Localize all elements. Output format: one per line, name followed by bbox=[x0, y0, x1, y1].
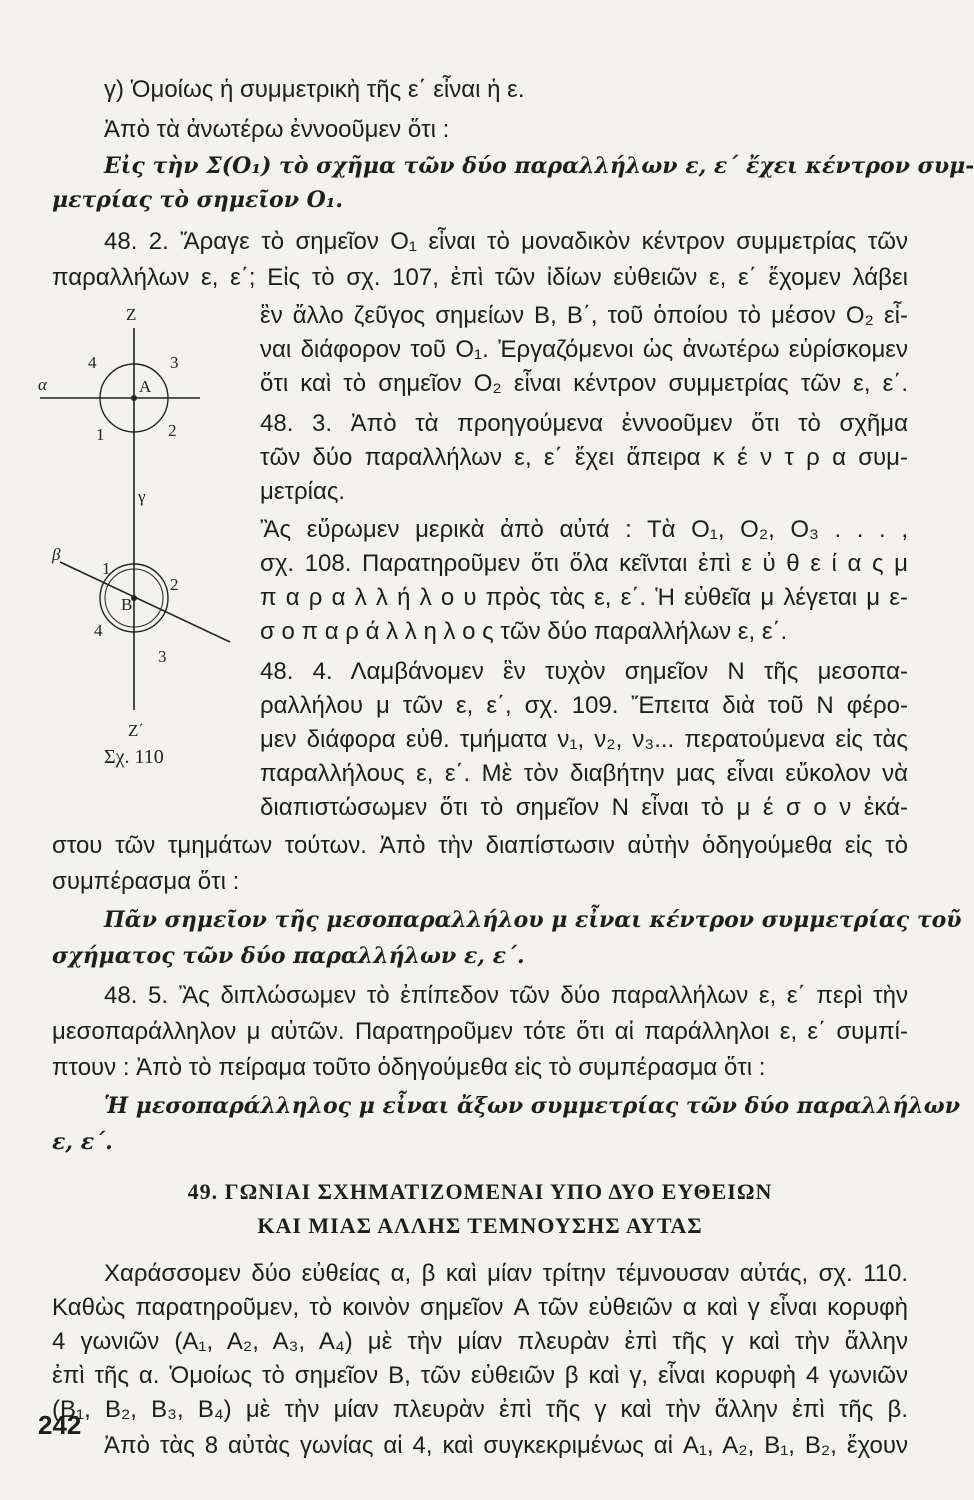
label-z-bottom: Z΄ bbox=[128, 721, 145, 740]
text-line: σχ. 108. Παρατηροῦμεν ὅτι ὅλα κεῖνται ἐπὶ ε ὐ θ ε ί α ς μ bbox=[260, 550, 908, 577]
label-a1: 1 bbox=[96, 425, 105, 444]
label-a2: 2 bbox=[168, 421, 177, 440]
text-line: Χαράσσομεν δύο εὐθείας α, β καὶ μίαν τρίτην τέμνουσαν αὐτάς, σχ. 110. bbox=[104, 1260, 908, 1287]
text-line: πτουν : Ἀπὸ τὸ πείραμα τοῦτο ὁδηγούμεθα εἰς τὸ συμπέρασμα ὅτι : bbox=[52, 1054, 766, 1081]
text-line: ραλλήλου μ τῶν ε, ε΄, σχ. 109. Ἔπειτα διὰ τοῦ N φέρο- bbox=[260, 692, 908, 719]
text-line: Ἀπὸ τὰ ἀνωτέρω ἐννοοῦμεν ὅτι : bbox=[104, 116, 450, 143]
text-line: Καθὼς παρατηροῦμεν, τὸ κοινὸν σημεῖον A τῶν εὐθειῶν α καὶ γ εἶναι κορυφὴ bbox=[52, 1294, 908, 1321]
text-line: ναι διάφορον τοῦ O₁. Ἐργαζόμενοι ὡς ἀνωτέρω εὑρίσκομεν bbox=[260, 336, 908, 363]
text-line: συμπέρασμα ὅτι : bbox=[52, 868, 240, 895]
page-number: 242 bbox=[38, 1410, 82, 1440]
section-48-4-line: 48. 4. Λαμβάνομεν ἓν τυχὸν σημεῖον N τῆς μεσοπα- bbox=[260, 658, 908, 685]
text-line: ἓν ἄλλο ζεῦγος σημείων B, B΄, τοῦ ὁποίου τὸ μέσον O₂ εἶ- bbox=[260, 302, 908, 329]
text-line: ὅτι καὶ τὸ σημεῖον O₂ εἶναι κέντρον συμμετρίας τῶν ε, ε΄. bbox=[260, 370, 908, 397]
label-a3: 3 bbox=[170, 353, 179, 372]
text-line: διαπιστώσωμεν ὅτι τὸ σημεῖον N εἶναι τὸ μ έ σ ο ν ἑκά- bbox=[260, 794, 908, 821]
point-a bbox=[131, 395, 137, 401]
section-heading: ΚΑΙ ΜΙΑΣ ΑΛΛΗΣ ΤΕΜΝΟΥΣΗΣ ΑΥΤΑΣ bbox=[257, 1213, 703, 1238]
label-alpha: α bbox=[38, 375, 47, 394]
section-48-3-line: 48. 3. Ἀπὸ τὰ προηγούμενα ἐννοοῦμεν ὅτι τὸ σχῆμα bbox=[260, 410, 908, 437]
text-line: π α ρ α λ λ ή λ ο υ πρὸς τὰς ε, ε΄. Ἡ εὐθεῖα μ λέγεται μ ε- bbox=[260, 584, 908, 611]
text-line: μεσοπαράλληλον μ αὐτῶν. Παρατηροῦμεν τότε ὅτι αἱ παράλληλοι ε, ε΄ συμπί- bbox=[52, 1018, 908, 1045]
label-point-a: A bbox=[139, 377, 152, 396]
text-line: παραλλήλους ε, ε΄. Μὲ τὸν διαβήτην μας εἶναι εὔκολον νὰ bbox=[260, 760, 908, 787]
label-b3: 3 bbox=[158, 647, 167, 666]
text-line: στου τῶν τμημάτων τούτων. Ἀπὸ τὴν διαπίστωσιν αὐτὴν ὁδηγούμεθα εἰς τὸ bbox=[52, 832, 908, 859]
text-line: μεν διάφορα εὐθ. τμήματα ν₁, ν₂, ν₃... περατούμενα εἰς τὰς bbox=[260, 726, 908, 753]
section-48-2-line: 48. 2. Ἄραγε τὸ σημεῖον O₁ εἶναι τὸ μοναδικὸν κέντρον συμμετρίας τῶν bbox=[104, 228, 908, 255]
text-line: ἐπὶ τῆς α. Ὁμοίως τὸ σημεῖον B, τῶν εὐθειῶν β καὶ γ, εἶναι κορυφὴ 4 γωνιῶν bbox=[52, 1362, 908, 1389]
theorem-line: ε, ε΄. bbox=[52, 1129, 113, 1155]
label-a4: 4 bbox=[88, 353, 97, 372]
theorem-line: σχήματος τῶν δύο παραλλήλων ε, ε΄. bbox=[52, 943, 525, 969]
label-b4: 4 bbox=[94, 621, 103, 640]
text-line: μετρίας. bbox=[260, 478, 346, 505]
figure-110 bbox=[40, 290, 240, 760]
text-line: Ἀπὸ τὰς 8 αὐτὰς γωνίας αἱ 4, καὶ συγκεκριμένως αἱ A₁, A₂, B₁, B₂, ἔχουν bbox=[104, 1432, 908, 1459]
text-line: Ἂς εὕρωμεν μερικὰ ἀπὸ αὐτά : Τὰ O₁, O₂, O₃ . . . , bbox=[260, 516, 908, 543]
theorem-line: μετρίας τὸ σημεῖον O₁. bbox=[52, 187, 344, 213]
label-gamma: γ bbox=[138, 487, 146, 506]
theorem-line: Ἡ μεσοπαράλληλος μ εἶναι ἄξων συμμετρίας τῶν δύο παραλλήλων bbox=[104, 1093, 960, 1119]
theorem-line: Πᾶν σημεῖον τῆς μεσοπαραλλήλου μ εἶναι κέντρον συμμετρίας τοῦ bbox=[104, 907, 962, 933]
text-line: σ ο π α ρ ά λ λ η λ ο ς τῶν δύο παραλλήλων ε, ε΄. bbox=[260, 618, 788, 645]
figure-caption: Σχ. 110 bbox=[104, 746, 164, 768]
text-line: 4 γωνιῶν (A₁, A₂, A₃, A₄) μὲ τὴν μίαν πλευρὰν ἐπὶ τῆς γ καὶ τὴν ἄλλην bbox=[52, 1328, 908, 1355]
section-heading: 49. ΓΩΝΙΑΙ ΣΧΗΜΑΤΙΖΟΜΕΝΑΙ ΥΠΟ ΔΥΟ ΕΥΘΕΙΩΝ bbox=[187, 1179, 773, 1204]
text-line: (B₁, B₂, B₃, B₄) μὲ τὴν μίαν πλευρὰν ἐπὶ τῆς γ καὶ τὴν ἄλλην ἐπὶ τῆς β. bbox=[52, 1396, 908, 1423]
label-z-top: Z bbox=[126, 305, 137, 324]
text-line: παραλλήλων ε, ε΄; Εἰς τὸ σχ. 107, ἐπὶ τῶν ἰδίων εὐθειῶν ε, ε΄ ἔχομεν λάβει bbox=[52, 264, 908, 291]
label-point-b: B bbox=[121, 595, 133, 614]
text-line: γ) Ὁμοίως ἡ συμμετρικὴ τῆς ε΄ εἶναι ἡ ε. bbox=[104, 76, 525, 103]
theorem-line: Εἰς τὴν Σ(O₁) τὸ σχῆμα τῶν δύο παραλλήλων ε, ε΄ ἔχει κέντρον συμ- bbox=[104, 153, 974, 179]
text-line: τῶν δύο παραλλήλων ε, ε΄ ἔχει ἄπειρα κ έ ν τ ρ α συμ- bbox=[260, 444, 908, 471]
label-beta: β bbox=[52, 545, 61, 564]
label-b1: 1 bbox=[102, 559, 111, 578]
label-b2: 2 bbox=[170, 575, 179, 594]
section-48-5-line: 48. 5. Ἂς διπλώσωμεν τὸ ἐπίπεδον τῶν δύο παραλλήλων ε, ε΄ περὶ τὴν bbox=[104, 982, 908, 1009]
